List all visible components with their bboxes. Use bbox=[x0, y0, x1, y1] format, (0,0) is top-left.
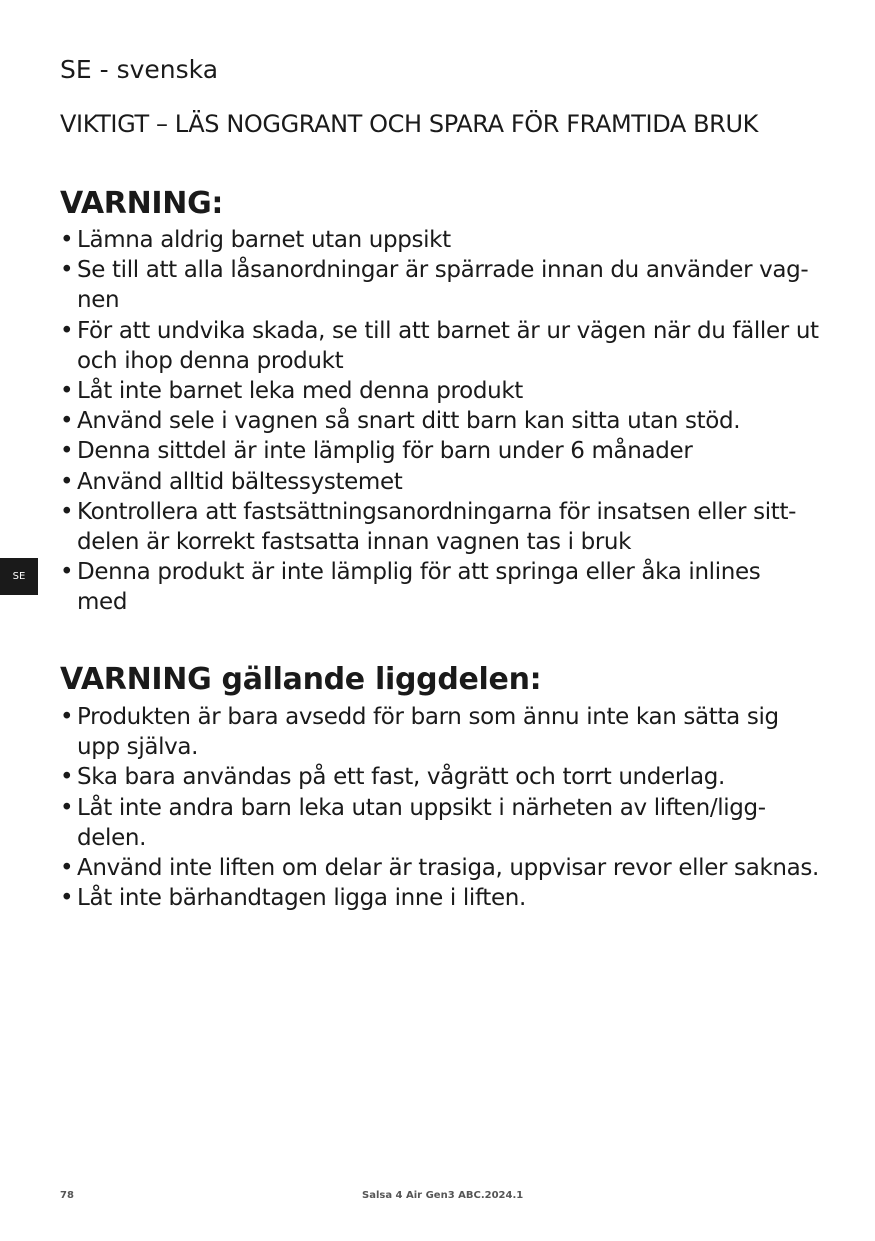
bullet: • bbox=[60, 227, 74, 253]
language-side-tab: SE bbox=[0, 558, 38, 595]
list-item bbox=[60, 497, 820, 557]
list-item-text: Låt inte andra barn leka utan uppsikt i närheten av liften/ligg- delen. bbox=[77, 794, 766, 851]
list-item-text: Låt inte barnet leka med denna produkt bbox=[77, 378, 523, 405]
bullet: • bbox=[60, 257, 74, 284]
list-item-text: Denna produkt är inte lämplig för att springa eller åka inlines med bbox=[77, 559, 761, 616]
list-item-text: För att undvika skada, se till att barnet är ur vägen när du fäller ut och ihop denna produkt bbox=[77, 317, 819, 374]
list-item bbox=[60, 467, 820, 497]
bullet: • bbox=[60, 317, 74, 344]
list-item bbox=[60, 225, 820, 255]
list-item bbox=[60, 883, 820, 913]
bullet: • bbox=[60, 764, 74, 791]
list-item-text: Denna sittdel är inte lämplig för barn under 6 månader bbox=[77, 438, 693, 465]
warning-list bbox=[60, 225, 820, 618]
list-item bbox=[60, 316, 820, 376]
list-item bbox=[60, 762, 820, 792]
bullet: • bbox=[60, 885, 74, 912]
warning-title: VARNING: bbox=[60, 186, 224, 221]
list-item bbox=[60, 557, 820, 617]
list-item bbox=[60, 436, 820, 466]
list-item bbox=[60, 793, 820, 853]
document-code: Salsa 4 Air Gen3 ABC.2024.1 bbox=[362, 1190, 524, 1201]
bullet: • bbox=[60, 559, 74, 586]
list-item-text: Se till att alla låsanordningar är spärrade innan du använder vag- nen bbox=[77, 257, 809, 314]
list-item bbox=[60, 255, 820, 315]
carrycot-warning-title: VARNING gällande liggdelen: bbox=[60, 662, 542, 697]
bullet: • bbox=[60, 408, 74, 435]
bullet: • bbox=[60, 704, 74, 730]
bullet: • bbox=[60, 378, 74, 405]
list-item bbox=[60, 853, 820, 883]
bullet: • bbox=[60, 855, 74, 882]
page-number: 78 bbox=[60, 1190, 74, 1201]
list-item-text: Ska bara användas på ett fast, vågrätt och torrt underlag. bbox=[77, 764, 725, 791]
list-item bbox=[60, 702, 820, 762]
list-item-text: Kontrollera att fastsättningsanordningarna för insatsen eller sitt- delen är korrekt fastsatta innan vagnen tas i bruk bbox=[77, 498, 797, 556]
list-item-text: Lämna aldrig barnet utan uppsikt bbox=[77, 227, 451, 253]
language-heading: SE - svenska bbox=[60, 55, 219, 84]
list-item-text: Låt inte bärhandtagen ligga inne i liften. bbox=[77, 885, 526, 912]
list-item-text: Använd sele i vagnen så snart ditt barn kan sitta utan stöd. bbox=[77, 408, 741, 435]
list-item bbox=[60, 376, 820, 406]
bullet: • bbox=[60, 498, 74, 525]
list-item-text: Använd inte liften om delar är trasiga, uppvisar revor eller saknas. bbox=[77, 855, 819, 882]
list-item-text: Använd alltid bältessystemet bbox=[77, 468, 403, 495]
carrycot-warning-list bbox=[60, 702, 820, 913]
important-notice: VIKTIGT – LÄS NOGGRANT OCH SPARA FÖR FRAMTIDA BRUK bbox=[60, 110, 758, 138]
bullet: • bbox=[60, 468, 74, 495]
list-item-text: Produkten är bara avsedd för barn som ännu inte kan sätta sig upp själva. bbox=[77, 704, 779, 761]
list-item bbox=[60, 406, 820, 436]
bullet: • bbox=[60, 438, 74, 465]
bullet: • bbox=[60, 794, 74, 821]
